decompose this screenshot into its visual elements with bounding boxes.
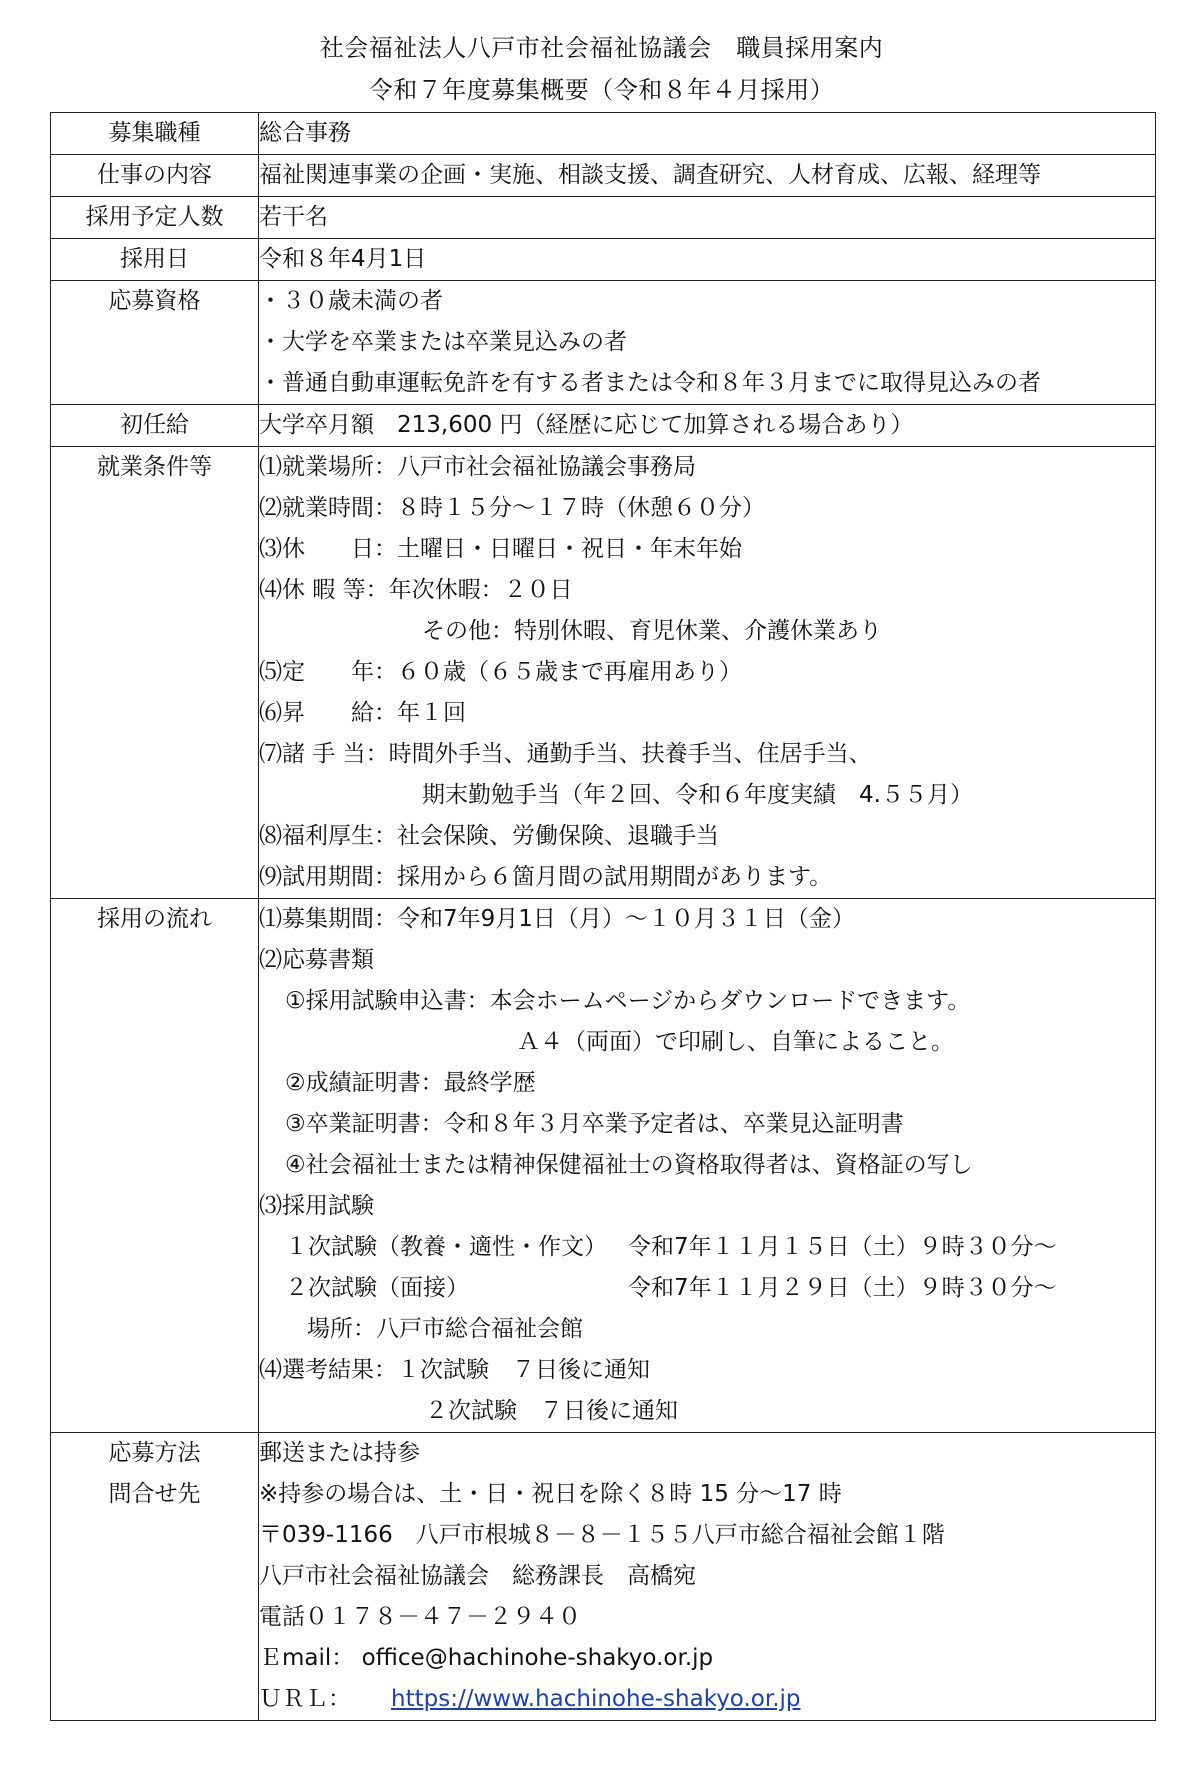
value-job-type: 総合事務 <box>259 120 351 146</box>
row-hire-date <box>51 239 1156 281</box>
flow-period: ⑴募集期間：令和7年9月1日（月）～１０月３１日（金） <box>259 906 855 932</box>
contact-email-line <box>259 1638 1155 1679</box>
flow-doc: ①採用試験申込書：本会ホームページからダウンロードできます。 <box>285 988 971 1014</box>
label-salary: 初任給 <box>120 412 189 438</box>
condition-line: ⑴就業場所：八戸市社会福祉協議会事務局 <box>259 454 696 480</box>
row-salary <box>51 405 1156 447</box>
value-headcount: 若干名 <box>259 204 328 230</box>
contact-method: 郵送または持参 <box>259 1440 420 1466</box>
contact-address: 〒039-1166 八戸市根城８－８－１５５八戸市総合福祉会館１階 <box>259 1522 945 1548</box>
condition-line: その他：特別休暇、育児休業、介護休業あり <box>422 618 882 644</box>
row-job-content <box>51 155 1156 197</box>
label-flow: 採用の流れ <box>97 906 212 932</box>
exam2-name: ２次試験（面接） <box>285 1275 469 1301</box>
email-label: Ｅmail： <box>259 1645 355 1671</box>
contact-phone: 電話０１７８－４７－２９４０ <box>259 1604 581 1630</box>
condition-line: ⑼試用期間：採用から６箇月間の試用期間があります。 <box>259 864 833 890</box>
label-job-type: 募集職種 <box>108 120 201 146</box>
qualification-item: ・３０歳未満の者 <box>259 288 443 314</box>
contact-person: 八戸市社会福祉協議会 総務課長 高橋宛 <box>259 1563 696 1589</box>
condition-line: ⑶休 日：土曜日・日曜日・祝日・年末年始 <box>259 536 742 562</box>
flow-result: ２次試験 ７日後に通知 <box>425 1398 678 1424</box>
condition-line: ⑻福利厚生：社会保険、労働保険、退職手当 <box>259 823 719 849</box>
website-link[interactable]: https://www.hachinohe-shakyo.or.jp <box>391 1686 801 1712</box>
label-job-content: 仕事の内容 <box>97 162 212 188</box>
flow-doc: ②成績証明書：最終学歴 <box>285 1070 536 1096</box>
contact-note: ※持参の場合は、土・日・祝日を除く８時 15 分～17 時 <box>259 1481 842 1507</box>
label-conditions: 就業条件等 <box>97 454 212 480</box>
condition-line: ⑸定 年：６０歳（６５歳まで再雇用あり） <box>259 659 742 685</box>
row-job-type <box>51 113 1156 155</box>
condition-line: ⑵就業時間：８時１５分～１７時（休憩６０分） <box>259 495 765 521</box>
row-headcount <box>51 197 1156 239</box>
label-contact-inquiry: 問合せ先 <box>108 1481 201 1507</box>
row-flow <box>51 899 1156 1433</box>
condition-line: 期末勤勉手当（年２回、令和６年度実績 4.５５月） <box>422 782 973 808</box>
url-label: ＵＲＬ： <box>259 1686 351 1712</box>
exam1-name: １次試験（教養・適性・作文） <box>285 1234 607 1260</box>
document-title: 社会福祉法人八戸市社会福祉協議会 職員採用案内 <box>319 34 884 62</box>
label-qualifications: 応募資格 <box>108 288 201 314</box>
flow-doc: Ａ４（両面）で印刷し、自筆によること。 <box>517 1029 954 1055</box>
qualification-item: ・普通自動車運転免許を有する者または令和８年３月までに取得見込みの者 <box>259 370 1041 396</box>
label-contact-method: 応募方法 <box>108 1440 201 1466</box>
exam2-date: 令和7年１１月２９日（土）９時３０分～ <box>628 1275 1057 1301</box>
row-qualifications <box>51 281 1156 405</box>
flow-exam1 <box>259 1227 1155 1268</box>
condition-line: ⑹昇 給：年１回 <box>259 700 466 726</box>
value-salary: 大学卒月額 213,600 円（経歴に応じて加算される場合あり） <box>259 412 914 438</box>
exam1-date: 令和7年１１月１５日（土）９時３０分～ <box>628 1234 1057 1260</box>
label-hire-date: 採用日 <box>120 246 189 272</box>
value-job-content: 福祉関連事業の企画・実施、相談支援、調査研究、人材育成、広報、経理等 <box>259 162 1041 188</box>
condition-line: ⑺諸 手 当：時間外手当、通勤手当、扶養手当、住居手当、 <box>259 741 872 767</box>
flow-result: ⑷選考結果：１次試験 ７日後に通知 <box>259 1357 650 1383</box>
flow-docs-heading: ⑵応募書類 <box>259 947 374 973</box>
email-address: office@hachinohe-shakyo.or.jp <box>361 1645 714 1671</box>
row-conditions <box>51 447 1156 899</box>
recruitment-table <box>50 112 1156 1721</box>
condition-line: ⑷休 暇 等：年次休暇：２０日 <box>259 577 573 603</box>
flow-doc: ④社会福祉士または精神保健福祉士の資格取得者は、資格証の写し <box>285 1152 973 1178</box>
qualification-item: ・大学を卒業または卒業見込みの者 <box>259 329 627 355</box>
flow-doc: ③卒業証明書：令和８年３月卒業予定者は、卒業見込証明書 <box>285 1111 904 1137</box>
document-subtitle: 令和７年度募集概要（令和８年４月採用） <box>368 76 835 104</box>
flow-exam2 <box>259 1268 1155 1309</box>
row-contact <box>51 1433 1156 1721</box>
flow-exam-heading: ⑶採用試験 <box>259 1193 374 1219</box>
value-hire-date: 令和８年4月1日 <box>259 246 427 272</box>
label-headcount: 採用予定人数 <box>85 204 224 230</box>
flow-venue: 場所：八戸市総合福祉会館 <box>307 1316 583 1342</box>
contact-url-line <box>259 1679 1155 1720</box>
